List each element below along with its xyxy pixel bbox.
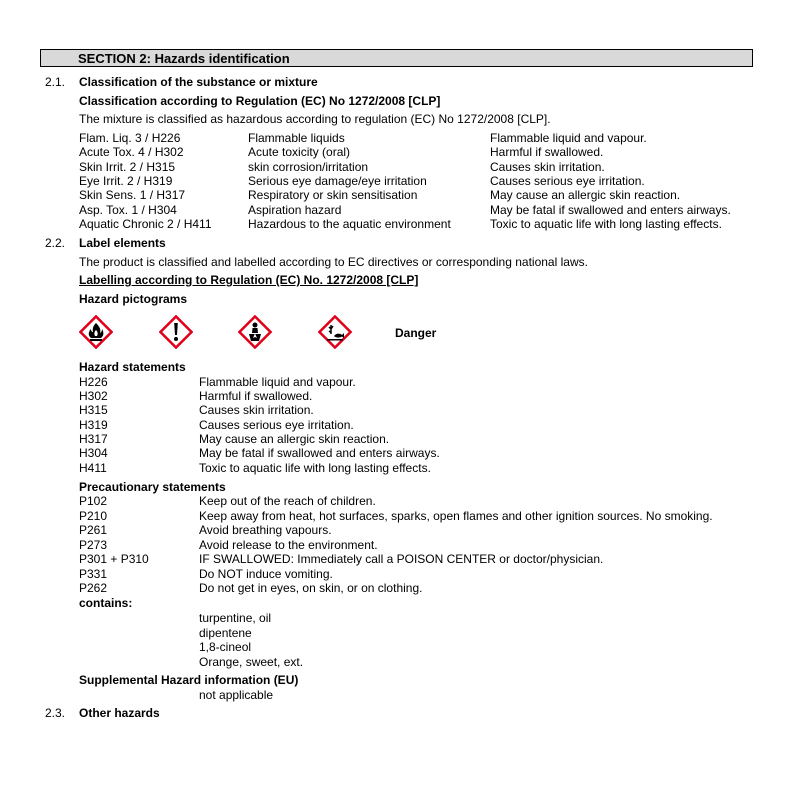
precautionary-text: Avoid breathing vapours. (199, 523, 332, 537)
contains-item: Orange, sweet, ext. (199, 655, 304, 669)
classification-class: Hazardous to the aquatic environment (248, 217, 451, 231)
subsection-number-2-3: 2.3. (45, 706, 66, 720)
precautionary-text: Keep out of the reach of children. (199, 494, 376, 508)
classification-code: Skin Sens. 1 / H317 (79, 188, 186, 202)
supplemental-value: not applicable (199, 688, 274, 702)
subsection-number-2-1: 2.1. (45, 75, 66, 89)
hazard-text: Causes serious eye irritation. (199, 418, 354, 432)
precautionary-text: Do not get in eyes, on skin, or on clothing. (199, 581, 423, 595)
classification-code: Flam. Liq. 3 / H226 (79, 131, 181, 145)
precautionary-code: P331 (79, 567, 108, 581)
hazard-code: H411 (79, 461, 107, 475)
classification-class: Acute toxicity (oral) (248, 145, 351, 159)
precautionary-code: P102 (79, 494, 108, 508)
health-hazard-icon (238, 315, 272, 349)
classification-statement: Toxic to aquatic life with long lasting effects. (490, 217, 722, 231)
classification-class: Flammable liquids (248, 131, 345, 145)
classification-intro: The mixture is classified as hazardous according to regulation (EC) No 1272/2008 [CLP]. (79, 112, 551, 126)
hazard-statement-row (0, 432, 800, 446)
classification-statement: May cause an allergic skin reaction. (490, 188, 681, 202)
supplemental-heading: Supplemental Hazard information (EU) (79, 673, 299, 687)
precautionary-code: P210 (79, 509, 108, 523)
precautionary-heading: Precautionary statements (79, 480, 226, 494)
subsection-heading-2-1: Classification of the substance or mixture (79, 75, 318, 89)
classification-statement: Flammable liquid and vapour. (490, 131, 647, 145)
classification-code: Skin Irrit. 2 / H315 (79, 160, 176, 174)
classification-row (0, 203, 800, 217)
precautionary-row (0, 552, 800, 566)
precautionary-code: P261 (79, 523, 108, 537)
subsection-heading-2-3: Other hazards (79, 706, 160, 720)
label-elements-intro: The product is classified and labelled according to EC directives or corresponding national laws. (79, 255, 588, 269)
hazard-statements-heading: Hazard statements (79, 360, 186, 374)
hazard-code: H317 (79, 432, 108, 446)
contains-label: contains: (79, 596, 133, 610)
contains-item: 1,8-cineol (199, 640, 252, 654)
precautionary-text: IF SWALLOWED: Immediately call a POISON CENTER or doctor/physician. (199, 552, 604, 566)
classification-row (0, 131, 800, 145)
hazard-statement-row (0, 461, 800, 475)
precautionary-text: Keep away from heat, hot surfaces, sparks, open flames and other ignition sources. No smoking. (199, 509, 713, 523)
precautionary-row (0, 523, 800, 537)
precautionary-row (0, 509, 800, 523)
flame-icon (79, 315, 113, 349)
classification-statement: Harmful if swallowed. (490, 145, 604, 159)
subsection-number-2-2: 2.2. (45, 236, 66, 250)
signal-word: Danger (395, 326, 437, 340)
precautionary-code: P262 (79, 581, 108, 595)
classification-code: Acute Tox. 4 / H302 (79, 145, 184, 159)
hazard-text: May cause an allergic skin reaction. (199, 432, 390, 446)
hazard-statement-row (0, 375, 800, 389)
hazard-statement-row (0, 403, 800, 417)
hazard-statement-row (0, 389, 800, 403)
hazard-text: Flammable liquid and vapour. (199, 375, 356, 389)
hazard-code: H226 (79, 375, 108, 389)
classification-code: Aquatic Chronic 2 / H411 (79, 217, 212, 231)
classification-class: Respiratory or skin sensitisation (248, 188, 418, 202)
classification-class: Aspiration hazard (248, 203, 342, 217)
hazard-statement-row (0, 446, 800, 460)
precautionary-row (0, 581, 800, 595)
exclamation-icon (159, 315, 193, 349)
environment-icon (318, 315, 352, 349)
pictograms-heading: Hazard pictograms (79, 292, 188, 306)
precautionary-row (0, 567, 800, 581)
classification-row (0, 188, 800, 202)
hazard-statement-row (0, 418, 800, 432)
classification-statement: May be fatal if swallowed and enters airways. (490, 203, 731, 217)
hazard-code: H319 (79, 418, 108, 432)
classification-code: Asp. Tox. 1 / H304 (79, 203, 177, 217)
classification-row (0, 160, 800, 174)
subsection-heading-2-2: Label elements (79, 236, 166, 250)
classification-subheading: Classification according to Regulation (EC) No 1272/2008 [CLP] (79, 94, 441, 108)
classification-code: Eye Irrit. 2 / H319 (79, 174, 173, 188)
contains-item: turpentine, oil (199, 611, 272, 625)
precautionary-row (0, 494, 800, 508)
hazard-code: H302 (79, 389, 108, 403)
hazard-text: Causes skin irritation. (199, 403, 314, 417)
classification-class: Serious eye damage/eye irritation (248, 174, 427, 188)
precautionary-text: Avoid release to the environment. (199, 538, 378, 552)
section-header (40, 49, 753, 67)
classification-row (0, 174, 800, 188)
classification-row (0, 145, 800, 159)
hazard-text: May be fatal if swallowed and enters airways. (199, 446, 440, 460)
classification-statement: Causes skin irritation. (490, 160, 605, 174)
hazard-code: H304 (79, 446, 108, 460)
precautionary-code: P301 + P310 (79, 552, 149, 566)
classification-statement: Causes serious eye irritation. (490, 174, 645, 188)
labelling-heading: Labelling according to Regulation (EC) No. 1272/2008 [CLP] (79, 273, 419, 287)
precautionary-row (0, 538, 800, 552)
contains-item: dipentene (199, 626, 252, 640)
hazard-text: Harmful if swallowed. (199, 389, 313, 403)
section-title: SECTION 2: Hazards identification (78, 51, 290, 66)
hazard-text: Toxic to aquatic life with long lasting effects. (199, 461, 431, 475)
classification-class: skin corrosion/irritation (248, 160, 369, 174)
hazard-code: H315 (79, 403, 108, 417)
precautionary-code: P273 (79, 538, 108, 552)
classification-row (0, 217, 800, 231)
precautionary-text: Do NOT induce vomiting. (199, 567, 333, 581)
